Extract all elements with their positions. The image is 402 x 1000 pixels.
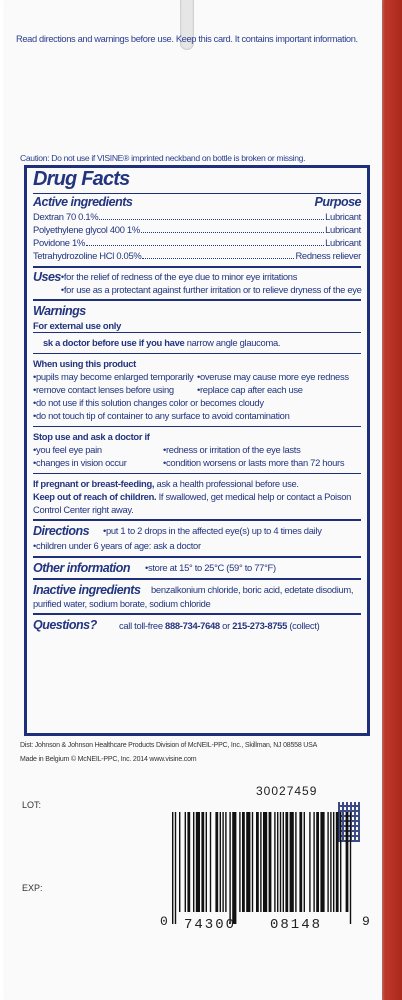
made-in-line: Made in Belgium © McNEIL-PPC, Inc. 2014 www.visine.com xyxy=(20,756,197,763)
barcode xyxy=(160,812,370,952)
pregnancy-block xyxy=(33,473,361,519)
barcode-bar xyxy=(229,812,230,924)
questions-suffix: (collect) xyxy=(289,619,320,631)
caution-text: Caution: Do not use if VISINE® imprinted neckband on bottle is broken or missing. xyxy=(20,153,306,163)
barcode-bar xyxy=(350,812,351,924)
drug-facts-panel xyxy=(24,165,370,736)
barcode-bar xyxy=(172,812,173,924)
ingredient-row xyxy=(33,236,361,249)
barcode-bar xyxy=(246,812,250,912)
ingredient-purpose: Lubricant xyxy=(325,237,361,248)
barcode-bar xyxy=(232,812,236,924)
ingredient-purpose: Lubricant xyxy=(325,224,361,235)
ingredient-name: Tetrahydrozoline HCl 0.05% xyxy=(33,250,142,261)
exp-label: EXP: xyxy=(22,883,43,893)
ingredient-purpose: Redness reliever xyxy=(295,250,361,261)
lot-label: LOT: xyxy=(22,800,42,810)
active-ingredients-section xyxy=(33,193,361,262)
barcode-bar xyxy=(206,812,207,912)
stop-use-heading: Stop use and ask a doctor if xyxy=(33,431,150,442)
ingredient-name: Dextran 70 0.1% xyxy=(33,211,99,222)
barcode-bars xyxy=(170,812,356,927)
phone-1: 888-734-7648 xyxy=(165,619,220,631)
when-using-block xyxy=(33,353,361,426)
inactive-line-2: purified water, sodium borate, sodium chloride xyxy=(33,598,211,609)
barcode-bar xyxy=(304,812,305,912)
stop-use-item: • redness or irritation of the eye lasts xyxy=(163,443,361,456)
barcode-right-digits: 08148 xyxy=(270,917,323,933)
inactive-line-1: benzalkonium chloride, boric acid, edetate disodium, xyxy=(151,584,354,595)
other-info-item: • store at 15° to 25°C (59° to 77°F) xyxy=(145,561,276,575)
barcode-bar xyxy=(193,812,194,912)
when-using-item: • do not touch tip of container to any surface to avoid contamination xyxy=(33,409,361,422)
when-using-heading: When using this product xyxy=(33,358,136,369)
ingredient-name: Povidone 1% xyxy=(33,237,85,248)
children-rest: If swallowed, get medical help or contact a Poison xyxy=(158,491,352,502)
warnings-section xyxy=(33,299,361,519)
barcode-bar xyxy=(336,812,339,912)
barcode-bar xyxy=(333,812,334,912)
ingredient-row xyxy=(33,249,361,262)
barcode-bar xyxy=(346,812,349,912)
barcode-bar xyxy=(316,812,319,912)
barcode-bar xyxy=(225,812,226,912)
ingredient-name: Polyethylene glycol 400 1% xyxy=(33,224,140,235)
questions-or: or xyxy=(222,619,230,631)
directions-heading: Directions xyxy=(33,524,90,538)
barcode-bar xyxy=(210,812,211,912)
barcode-left-digits: 74300 xyxy=(184,917,237,933)
barcode-bar xyxy=(175,812,176,924)
barcode-bar xyxy=(330,812,331,912)
children-bold: Keep out of reach of children. xyxy=(33,491,157,502)
ask-doctor-line xyxy=(33,332,361,353)
barcode-bar xyxy=(242,812,245,912)
barcode-bar xyxy=(187,812,190,912)
barcode-bar xyxy=(313,812,314,912)
barcode-bar xyxy=(201,812,204,912)
barcode-bar xyxy=(280,812,281,912)
distributor-line: Dist: Johnson & Johnson Healthcare Products Division of McNEIL-PPC, Inc., Skillman, NJ 08558 USA xyxy=(20,742,318,749)
barcode-bar xyxy=(263,812,267,912)
children-rest-2: Control Center right away. xyxy=(33,504,134,515)
ingredient-row xyxy=(33,223,361,236)
phone-2: 215-273-8755 xyxy=(232,619,288,631)
barcode-bar xyxy=(179,812,180,912)
barcode-bar xyxy=(309,812,310,912)
barcode-bar xyxy=(299,812,302,912)
other-info-heading: Other information xyxy=(33,561,131,575)
barcode-bar xyxy=(277,812,278,912)
inactive-section xyxy=(33,578,361,613)
ask-doctor-rest: narrow angle glaucoma. xyxy=(186,337,281,348)
barcode-bar xyxy=(285,812,288,912)
ask-doctor-bold: sk a doctor before use if you have xyxy=(43,337,185,348)
warnings-heading: Warnings xyxy=(33,304,86,318)
barcode-bar xyxy=(295,812,296,912)
pregnant-bold: If pregnant or breast-feeding, xyxy=(33,478,155,489)
barcode-bar xyxy=(260,812,261,912)
uses-section xyxy=(33,266,361,299)
directions-item: • children under 6 years of age: ask a doctor xyxy=(33,539,361,552)
barcode-bar xyxy=(327,812,328,912)
when-using-item: • remove contact lenses before using xyxy=(33,383,197,396)
questions-section xyxy=(33,613,361,635)
stop-use-item: • you feel eye pain xyxy=(33,443,163,456)
barcode-bar xyxy=(220,812,221,912)
barcode-bar xyxy=(252,812,253,912)
barcode-bar xyxy=(269,812,272,912)
stop-use-item: • changes in vision occur xyxy=(33,456,163,469)
barcode-bar xyxy=(274,812,275,912)
inactive-heading: Inactive ingredients xyxy=(33,583,141,597)
purpose-heading: Purpose xyxy=(314,195,361,209)
questions-heading: Questions? xyxy=(33,618,97,632)
barcode-bar xyxy=(196,812,200,912)
when-using-item: • overuse may cause more eye redness xyxy=(197,370,361,383)
pregnant-rest: ask a health professional before use. xyxy=(156,478,299,489)
uses-item: • for the relief of redness of the eye due to minor eye irritations xyxy=(61,270,362,283)
barcode-bar xyxy=(185,812,186,912)
when-using-item: • replace cap after each use xyxy=(197,383,361,396)
top-note: Read directions and warnings before use. Keep this card. It contains important information. xyxy=(16,34,358,44)
external-use-text: For external use only xyxy=(33,320,121,331)
barcode-bar xyxy=(215,812,218,912)
barcode-bar xyxy=(320,812,324,912)
active-ingredients-heading: Active ingredients xyxy=(33,195,133,209)
drug-facts-title: Drug Facts xyxy=(33,168,130,190)
questions-prefix: call toll-free xyxy=(119,619,163,631)
stop-use-item: • condition worsens or lasts more than 72 hours xyxy=(163,456,361,469)
stop-use-block xyxy=(33,426,361,473)
other-info-section xyxy=(33,556,361,578)
barcode-bar xyxy=(239,812,240,912)
uses-heading: Uses xyxy=(33,270,61,284)
directions-section xyxy=(33,519,361,541)
barcode-bar xyxy=(340,812,341,912)
barcode-bar xyxy=(283,812,284,912)
directions-item: • put 1 to 2 drops in the affected eye(s) up to 4 times daily xyxy=(103,524,322,537)
ingredient-purpose: Lubricant xyxy=(325,211,361,222)
when-using-item: • pupils may become enlarged temporarily xyxy=(33,370,197,383)
barcode-bar xyxy=(290,812,294,912)
uses-item: • for use as a protectant against further irritation or to relieve dryness of the eye xyxy=(61,283,362,296)
barcode-check-digit: 9 xyxy=(362,914,370,929)
barcode-lead-digit: 0 xyxy=(160,914,168,929)
when-using-item: • do not use if this solution changes color or becomes cloudy xyxy=(33,396,361,409)
barcode-bar xyxy=(256,812,259,912)
barcode-bar xyxy=(222,812,223,912)
product-code: 30027459 xyxy=(256,784,318,798)
ingredient-row xyxy=(33,210,361,223)
drug-facts-header xyxy=(33,168,361,193)
